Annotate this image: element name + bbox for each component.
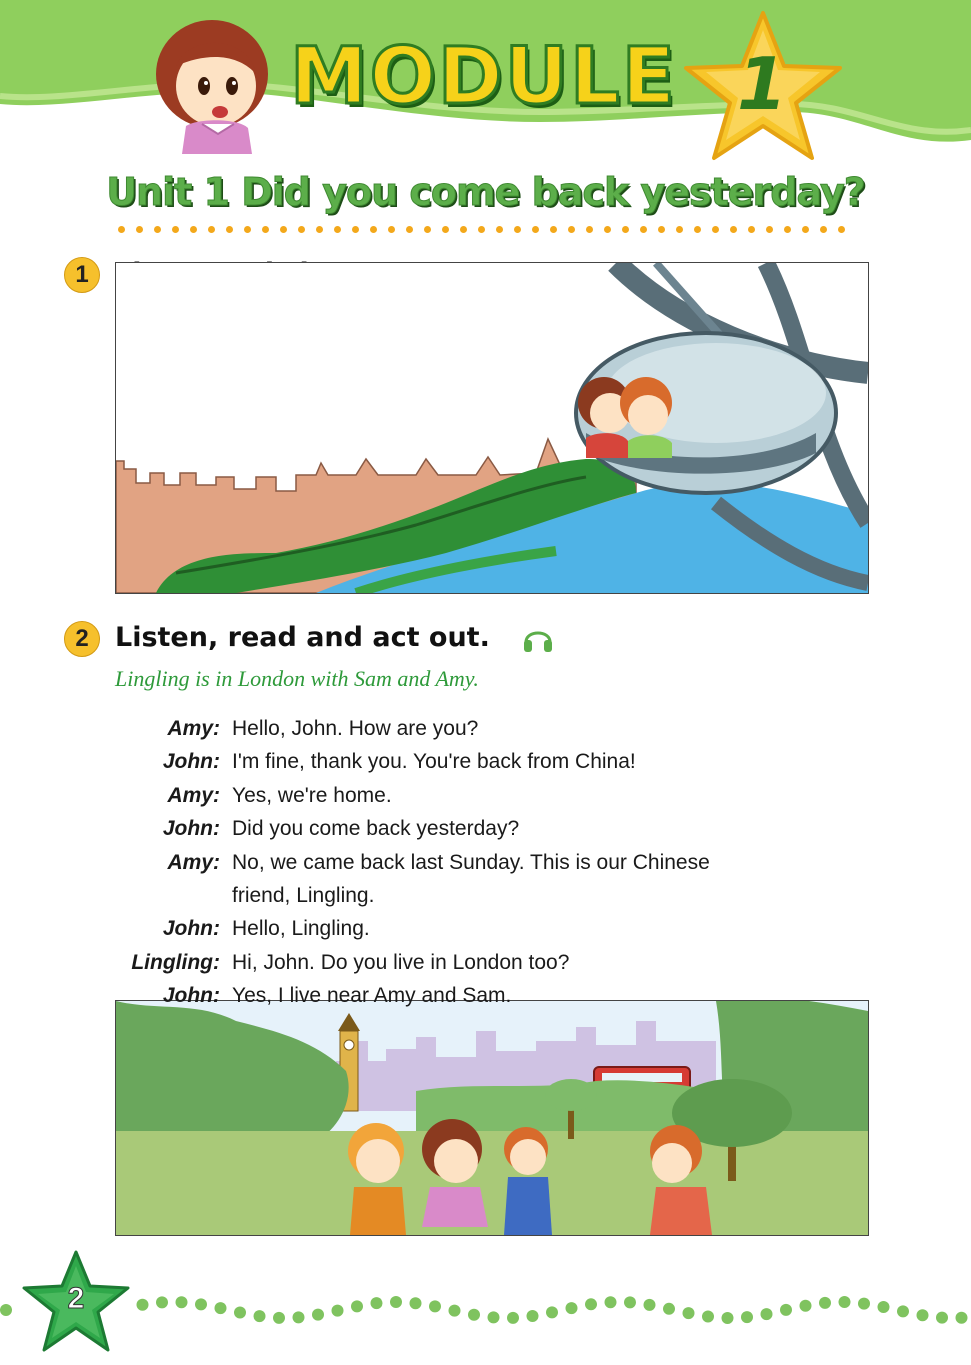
footer-dot [351, 1300, 363, 1312]
footer-dot [585, 1298, 597, 1310]
footer-dot [878, 1301, 890, 1313]
title-dot [388, 226, 395, 233]
title-dot [208, 226, 215, 233]
dialogue-line: Hello, Lingling. [232, 917, 370, 940]
title-dot [154, 226, 161, 233]
footer-dot [644, 1299, 656, 1311]
footer-dot [429, 1300, 441, 1312]
dialogue-line: Did you come back yesterday? [232, 817, 520, 840]
footer-dot [215, 1302, 227, 1314]
footer-dot [819, 1297, 831, 1309]
module-heading-word: MODULE [290, 32, 677, 122]
dialogue-line: I'm fine, thank you. You're back from China! [232, 750, 636, 773]
title-dot [316, 226, 323, 233]
title-dot [514, 226, 521, 233]
title-dot [586, 226, 593, 233]
dialogue-line: Hi, John. Do you live in London too? [232, 951, 570, 974]
footer-dot [897, 1305, 909, 1317]
footer-dot [137, 1299, 149, 1311]
title-dot [280, 226, 287, 233]
title-dot [694, 226, 701, 233]
unit-title: Unit 1 Did you come back yesterday? [106, 170, 865, 214]
dialogue-context-subtitle: Lingling is in London with Sam and Amy. [115, 666, 479, 691]
dialogue-speaker: Lingling: [131, 951, 220, 974]
footer-dot [332, 1305, 344, 1317]
title-dot [820, 226, 827, 233]
title-dot [406, 226, 413, 233]
title-dot [604, 226, 611, 233]
footer-dot [176, 1296, 188, 1308]
footer-dot [0, 1304, 12, 1316]
footer-dot [410, 1297, 422, 1309]
title-dot [190, 226, 197, 233]
dialogue-speaker: Amy: [167, 851, 220, 874]
title-dot [370, 226, 377, 233]
footer-dot [527, 1310, 539, 1322]
footer-dot [546, 1306, 558, 1318]
section-2-number-badge: 2 [64, 621, 100, 657]
title-dot [244, 226, 251, 233]
dialogue-speaker: John: [162, 817, 220, 840]
dialogue-line: Yes, I live near Amy and Sam. [232, 984, 512, 1007]
footer-dot [722, 1312, 734, 1324]
title-dot [478, 226, 485, 233]
title-dot [802, 226, 809, 233]
title-dot [424, 226, 431, 233]
title-dot [550, 226, 557, 233]
footer-dot [293, 1311, 305, 1323]
dialogue-line: Hello, John. How are you? [232, 717, 479, 740]
title-dot [136, 226, 143, 233]
footer-dot [488, 1311, 500, 1323]
title-dot [784, 226, 791, 233]
title-dot [118, 226, 125, 233]
footer-dot [917, 1309, 929, 1321]
dialogue-line: friend, Lingling. [232, 884, 375, 907]
footer-dot [936, 1312, 948, 1324]
title-dot [460, 226, 467, 233]
footer-dot [741, 1311, 753, 1323]
footer-dot [390, 1296, 402, 1308]
london-eye-illustration [115, 262, 869, 594]
dialogue-speaker: Amy: [167, 717, 220, 740]
title-dot [172, 226, 179, 233]
title-dot [838, 226, 845, 233]
dialogue-line: No, we came back last Sunday. This is our Chinese [232, 851, 710, 874]
title-dot [226, 226, 233, 233]
footer-dot [449, 1305, 461, 1317]
lingling-mascot-image [148, 14, 278, 154]
headphones-icon[interactable] [522, 624, 554, 654]
footer-dot [956, 1312, 968, 1324]
footer-dot [195, 1298, 207, 1310]
title-dot [676, 226, 683, 233]
footer-dot [839, 1296, 851, 1308]
page-number: 2 [67, 1282, 85, 1315]
footer-dot [858, 1298, 870, 1310]
footer-dot [702, 1311, 714, 1323]
footer-dot [624, 1296, 636, 1308]
dialogue-speaker: John: [162, 984, 220, 1007]
title-dot [622, 226, 629, 233]
footer-dot [273, 1312, 285, 1324]
title-dot [298, 226, 305, 233]
dialogue-line: Yes, we're home. [232, 784, 392, 807]
footer-dot [312, 1309, 324, 1321]
title-dotted-underline [118, 220, 878, 228]
title-dot [568, 226, 575, 233]
footer-dot [468, 1309, 480, 1321]
dialogue-speaker: Amy: [167, 784, 220, 807]
title-dot [262, 226, 269, 233]
footer-dot [507, 1312, 519, 1324]
title-dot [730, 226, 737, 233]
park-children-illustration [115, 1000, 869, 1236]
section-1-number-badge: 1 [64, 257, 100, 293]
module-number: 1 [736, 42, 788, 126]
title-dot [442, 226, 449, 233]
footer-dot [605, 1296, 617, 1308]
footer-dot [254, 1310, 266, 1322]
dialogue-speaker: John: [162, 917, 220, 940]
footer-dot [761, 1308, 773, 1320]
title-dot [352, 226, 359, 233]
footer-dot [663, 1303, 675, 1315]
title-dot [748, 226, 755, 233]
footer-dot [156, 1296, 168, 1308]
title-dot [712, 226, 719, 233]
title-dot [532, 226, 539, 233]
title-dot [766, 226, 773, 233]
footer-dot [566, 1302, 578, 1314]
title-dot [334, 226, 341, 233]
footer-dot [371, 1297, 383, 1309]
title-dot [640, 226, 647, 233]
footer-dotted-wave [0, 1290, 971, 1330]
dialogue-speaker: John: [162, 750, 220, 773]
footer-dot [234, 1306, 246, 1318]
title-dot [496, 226, 503, 233]
section-2-title: Listen, read and act out. [115, 622, 490, 653]
footer-dot [800, 1300, 812, 1312]
footer-dot [683, 1307, 695, 1319]
title-dot [658, 226, 665, 233]
footer-dot [780, 1304, 792, 1316]
